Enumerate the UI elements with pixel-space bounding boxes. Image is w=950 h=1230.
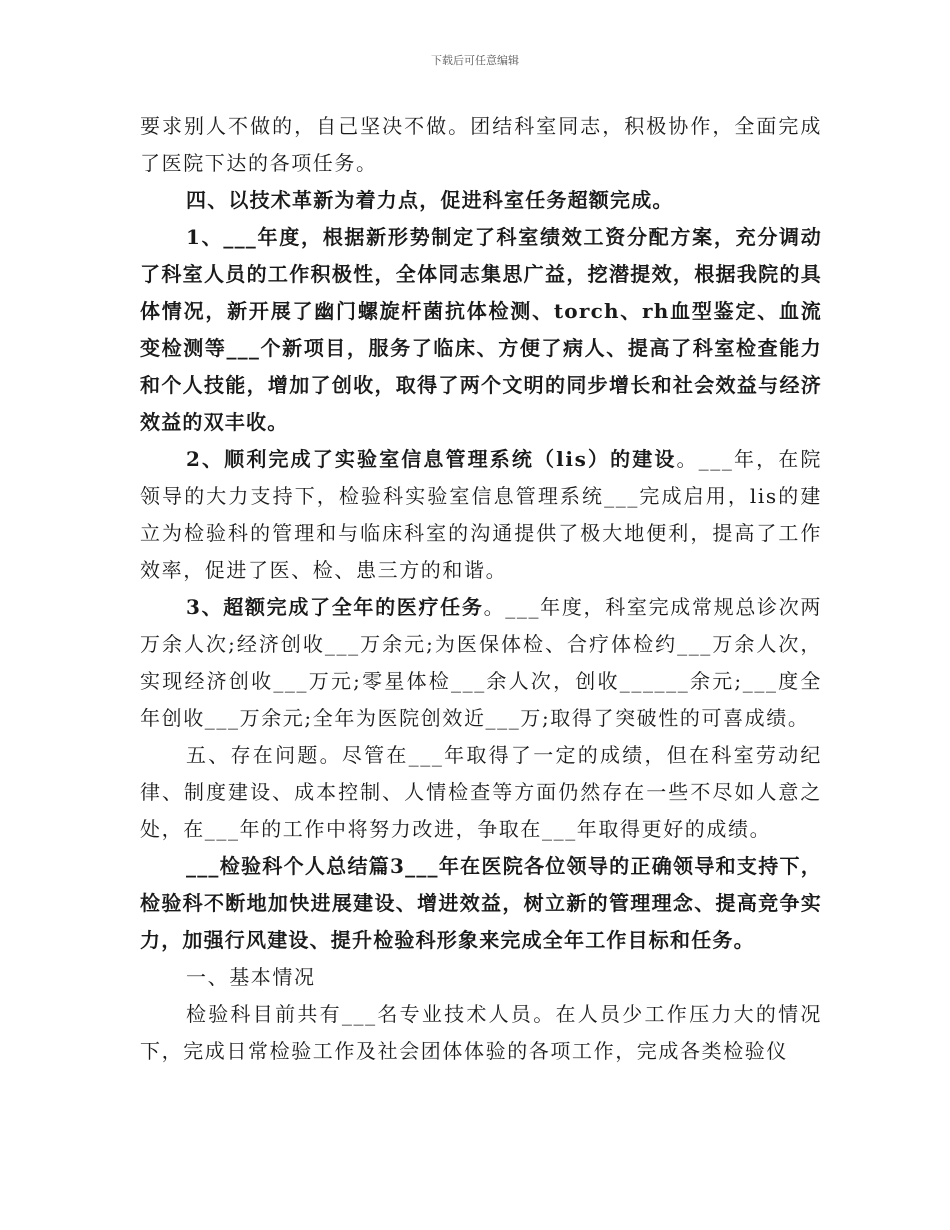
- paragraph-continuation: 要求别人不做的，自己坚决不做。团结科室同志，积极协作，全面完成了医院下达的各项任务。: [140, 114, 822, 175]
- document-body: [140, 108, 822, 1070]
- summary-article-3-intro: ___检验科个人总结篇3___年在医院各位领导的正确领导和支持下，检验科不断地加快进展建设、增进效益，树立新的管理理念、提高竞争实力，加强行风建设、提升检验科形象来完成全年工作目标和任务。: [140, 854, 822, 952]
- paragraph-item-3: [140, 589, 822, 737]
- item-2-heading: 2、顺利完成了实验室信息管理系统（lis）的建设: [186, 447, 677, 471]
- section-heading-four: 四、以技术革新为着力点，促进科室任务超额完成。: [186, 188, 674, 212]
- item-3-heading: 3、超额完成了全年的医疗任务: [186, 595, 484, 619]
- paragraph-basic-situation: 检验科目前共有___名专业技术人员。在人员少工作压力大的情况下，完成日常检验工作及社会团体体验的各项工作，完成各类检验仪: [140, 1002, 822, 1063]
- section-heading-basic: 一、基本情况: [186, 965, 316, 989]
- item-2-body: 。___年，在院领导的大力支持下，检验科实验室信息管理系统___完成启用，lis的建立为检验科的管理和与临床科室的沟通提供了极大地便利，提高了工作效率，促进了医、检、患三方的和谐。: [140, 447, 822, 582]
- section-five-problems: 五、存在问题。尽管在___年取得了一定的成绩，但在科室劳动纪律、制度建设、成本控制、人情检查等方面仍然存在一些不尽如人意之处，在___年的工作中将努力改进，争取在___年取得更好的成绩。: [140, 743, 822, 841]
- paragraph-item-1: 1、___年度，根据新形势制定了科室绩效工资分配方案，充分调动了科室人员的工作积极性，全体同志集思广益，挖潜提效，根据我院的具体情况，新开展了幽门螺旋杆菌抗体检测、torch、rh血型鉴定、血流变检测等___个新项目，服务了临床、方便了病人、提高了科室检查能力和个人技能，增加了创收，取得了两个文明的同步增长和社会效益与经济效益的双丰收。: [140, 225, 822, 434]
- paragraph-item-2: [140, 441, 822, 589]
- item-3-body: 。___年度，科室完成常规总诊次两万余人次;经济创收___万余元;为医保体检、合疗体检约___万余人次，实现经济创收___万元;零星体检___余人次，创收______余元;___度全年创收___万余元;全年为医院创效近___万;取得了突破性的可喜成绩。: [140, 595, 822, 730]
- page-header: 下载后可任意编辑: [431, 54, 519, 67]
